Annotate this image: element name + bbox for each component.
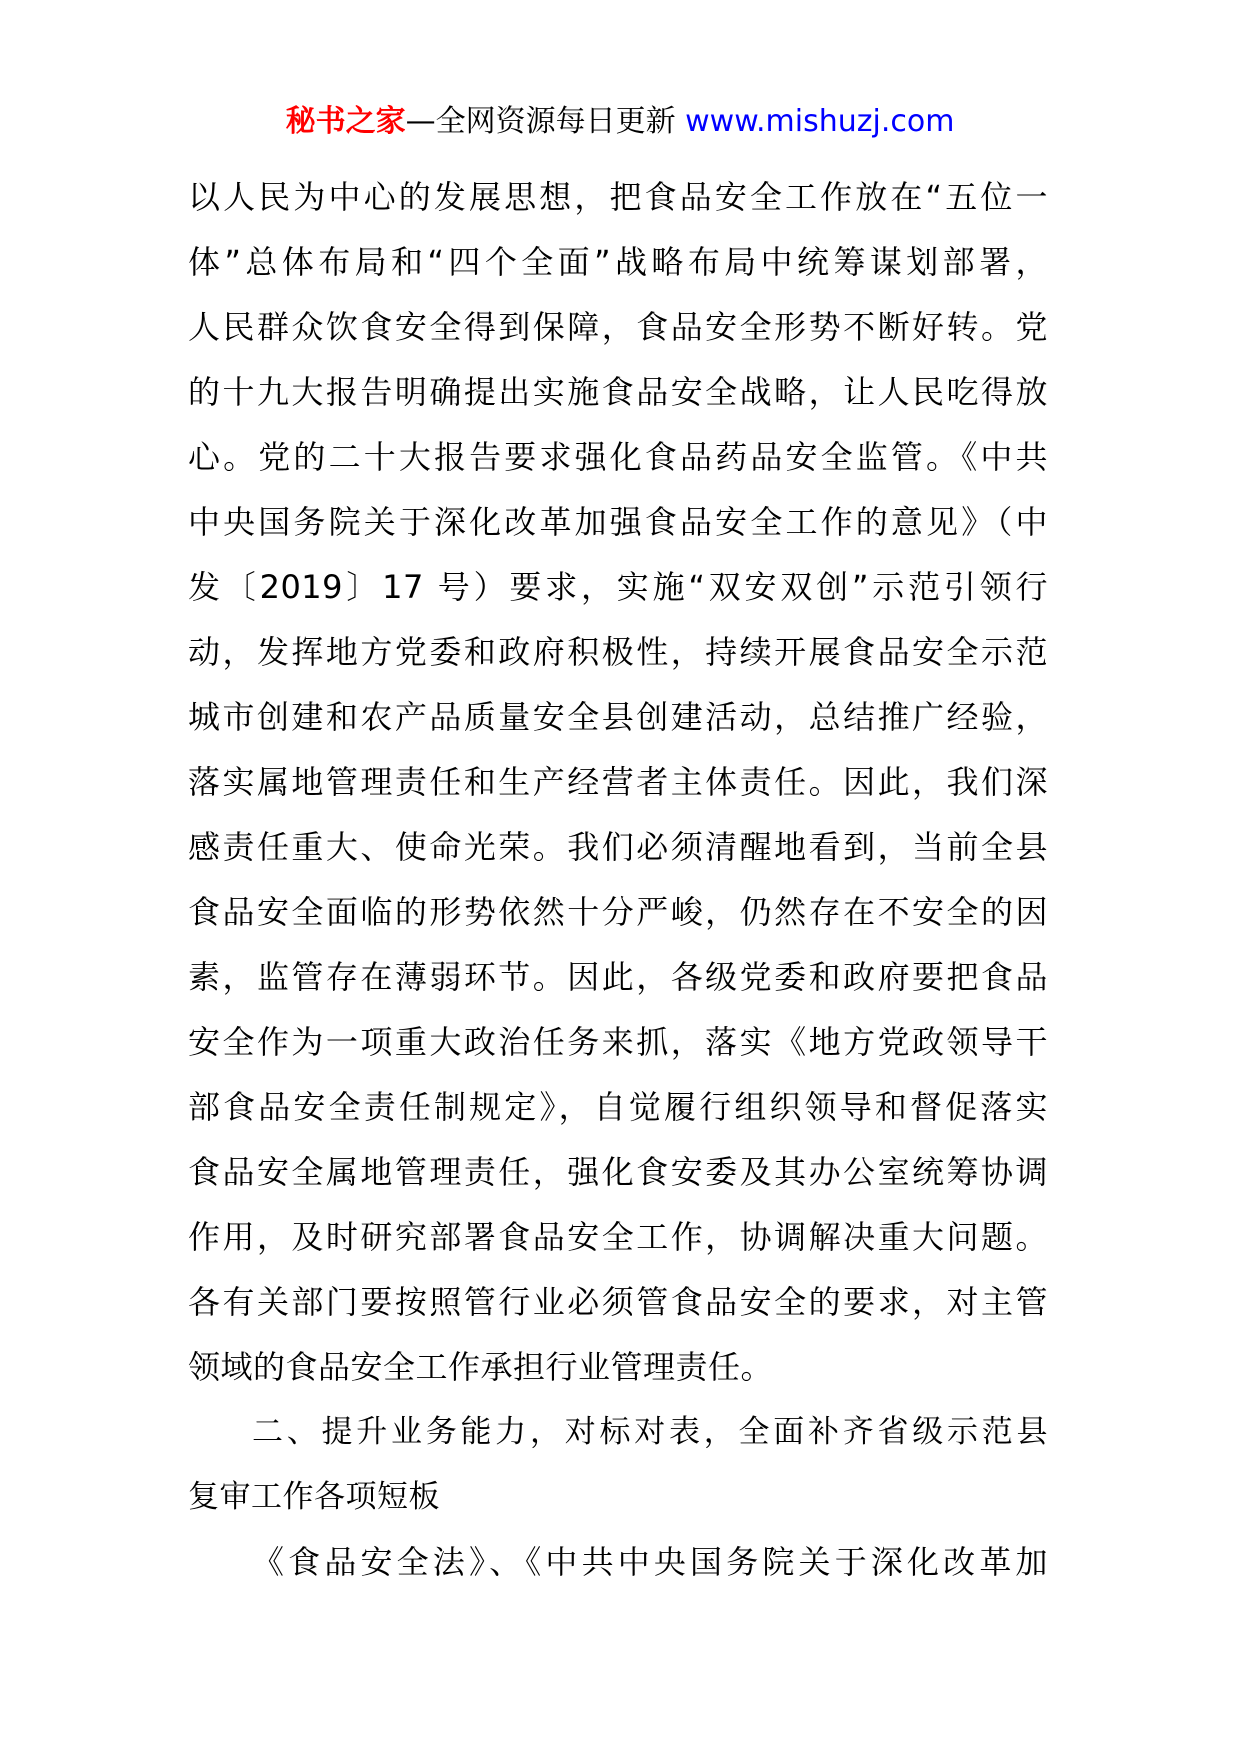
heading-line: 二、提升业务能力，对标对表，全面补齐省级示范县 [252, 1414, 1048, 1450]
text-line: 城市创建和农产品质量安全县创建活动，总结推广经验， [188, 698, 1048, 736]
page-header [0, 100, 1240, 144]
text-line: 发〔2019〕17 号）要求，实施“双安双创”示范引领行 [188, 568, 1048, 606]
website-url[interactable]: www.mishuzj.com [685, 104, 955, 139]
text-line: 感责任重大、使命光荣。我们必须清醒地看到，当前全县 [188, 828, 1048, 866]
paragraph-2 [188, 1530, 1048, 1595]
text-line: 食品安全面临的形势依然十分严峻，仍然存在不安全的因 [188, 893, 1048, 931]
text-line: 的十九大报告明确提出实施食品安全战略，让人民吃得放 [188, 373, 1048, 411]
heading-line: 复审工作各项短板 [188, 1479, 440, 1515]
text-line: 人民群众饮食安全得到保障，食品安全形势不断好转。党 [188, 308, 1048, 346]
text-line: 以人民为中心的发展思想，把食品安全工作放在“五位一 [188, 178, 1048, 216]
text-line: 领域的食品安全工作承担行业管理责任。 [188, 1348, 774, 1386]
text-line: 中央国务院关于深化改革加强食品安全工作的意见》（中 [188, 503, 1048, 541]
text-line: 心。党的二十大报告要求强化食品药品安全监管。《中共 [188, 438, 1048, 476]
document-body [188, 165, 1048, 1595]
text-line: 动，发挥地方党委和政府积极性，持续开展食品安全示范 [188, 633, 1048, 671]
text-line: 《食品安全法》、《中共中央国务院关于深化改革加 [252, 1543, 1048, 1581]
text-line: 落实属地管理责任和生产经营者主体责任。因此，我们深 [188, 763, 1048, 801]
text-line: 素，监管存在薄弱环节。因此，各级党委和政府要把食品 [188, 958, 1048, 996]
header-tagline: —全网资源每日更新 [405, 104, 686, 139]
text-line: 部食品安全责任制规定》，自觉履行组织领导和督促落实 [188, 1088, 1048, 1126]
section-heading [188, 1400, 1048, 1530]
text-line: 食品安全属地管理责任，强化食安委及其办公室统筹协调 [188, 1153, 1048, 1191]
paragraph-1 [188, 165, 1048, 1400]
text-line: 安全作为一项重大政治任务来抓，落实《地方党政领导干 [188, 1023, 1048, 1061]
text-line: 各有关部门要按照管行业必须管食品安全的要求，对主管 [188, 1283, 1048, 1321]
brand-name: 秘书之家 [285, 104, 406, 139]
text-line: 体”总体布局和“四个全面”战略布局中统筹谋划部署， [188, 243, 1048, 281]
text-line: 作用，及时研究部署食品安全工作，协调解决重大问题。 [188, 1218, 1048, 1256]
